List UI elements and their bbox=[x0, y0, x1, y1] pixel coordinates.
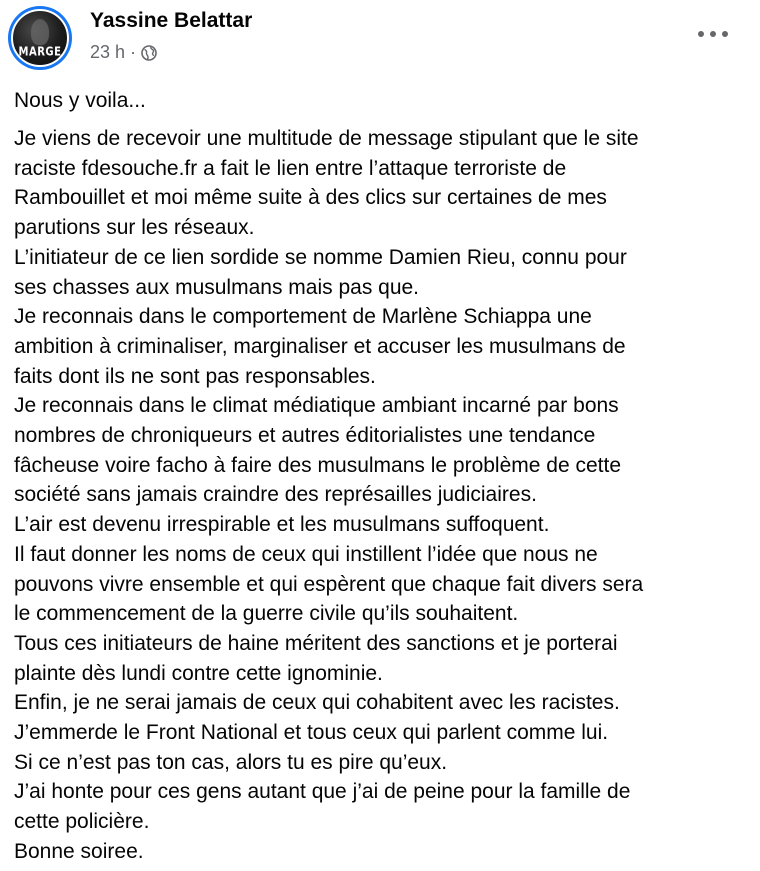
post-line: Je reconnais dans le comportement de Marlène Schiappa une bbox=[14, 305, 592, 329]
avatar-figure bbox=[31, 19, 49, 45]
post-timestamp[interactable]: 23 h bbox=[90, 42, 126, 62]
post-line: pouvons vivre ensemble et qui espèrent que chaque fait divers sera bbox=[14, 572, 644, 596]
more-dot bbox=[710, 31, 716, 37]
post-line: faits dont ils ne sont pas responsables. bbox=[14, 364, 376, 388]
post-line: plainte dès lundi contre cette ignominie. bbox=[14, 661, 383, 685]
post-line: ambition à criminaliser, marginaliser et accuser les musulmans de bbox=[14, 334, 626, 358]
more-dot bbox=[722, 31, 728, 37]
post-line: Enfin, je ne serai jamais de ceux qui cohabitent avec les racistes. bbox=[14, 691, 620, 715]
post-line: le commencement de la guerre civile qu’ils souhaitent. bbox=[14, 602, 519, 626]
post-line: raciste fdesouche.fr a fait le lien entre l’attaque terroriste de bbox=[14, 156, 567, 180]
post-line: L’air est devenu irrespirable et les musulmans suffoquent. bbox=[14, 513, 550, 537]
more-options-icon[interactable] bbox=[698, 24, 728, 44]
post-line: Je viens de recevoir une multitude de message stipulant que le site bbox=[14, 127, 639, 150]
post-line: Tous ces initiateurs de haine méritent des sanctions et je porterai bbox=[14, 631, 618, 655]
post-meta bbox=[90, 42, 157, 63]
meta-separator: · bbox=[130, 42, 137, 62]
more-dot bbox=[698, 31, 704, 37]
post-line: J’ai honte pour ces gens autant que j’ai de peine pour la famille de bbox=[14, 780, 631, 804]
author-name[interactable]: Yassine Belattar bbox=[90, 9, 253, 32]
avatar-image bbox=[11, 9, 69, 67]
post-line: fâcheuse voire facho à faire des musulmans le problème de cette bbox=[14, 453, 622, 477]
post-line: Bonne soiree. bbox=[14, 839, 144, 863]
post-line: Rambouillet et moi même suite à des clics sur certaines de mes bbox=[14, 186, 607, 210]
globe-icon[interactable] bbox=[141, 45, 157, 61]
post-header bbox=[8, 6, 752, 70]
post-line: Il faut donner les noms de ceux qui instillent l’idée que nous ne bbox=[14, 542, 598, 566]
post-intro: Nous y voila... bbox=[14, 89, 146, 112]
post-body bbox=[14, 124, 754, 867]
avatar-logo-text: MARGE bbox=[18, 45, 62, 60]
post-line: cette policière. bbox=[14, 810, 150, 834]
post-line: Si ce n’est pas ton cas, alors tu es pire qu’eux. bbox=[14, 750, 448, 774]
post-line: ses chasses aux musulmans mais pas que. bbox=[14, 275, 420, 299]
post-line: Je reconnais dans le climat médiatique ambiant incarné par bons bbox=[14, 394, 619, 418]
post-line: parutions sur les réseaux. bbox=[14, 216, 255, 240]
post-line: L’initiateur de ce lien sordide se nomme Damien Rieu, connu pour bbox=[14, 245, 627, 269]
avatar[interactable] bbox=[8, 6, 72, 70]
post-line: J’emmerde le Front National et tous ceux qui parlent comme lui. bbox=[14, 721, 609, 745]
post-line: nombres de chroniqueurs et autres éditorialistes une tendance bbox=[14, 424, 596, 448]
post-line: société sans jamais craindre des représailles judiciaires. bbox=[14, 483, 537, 507]
